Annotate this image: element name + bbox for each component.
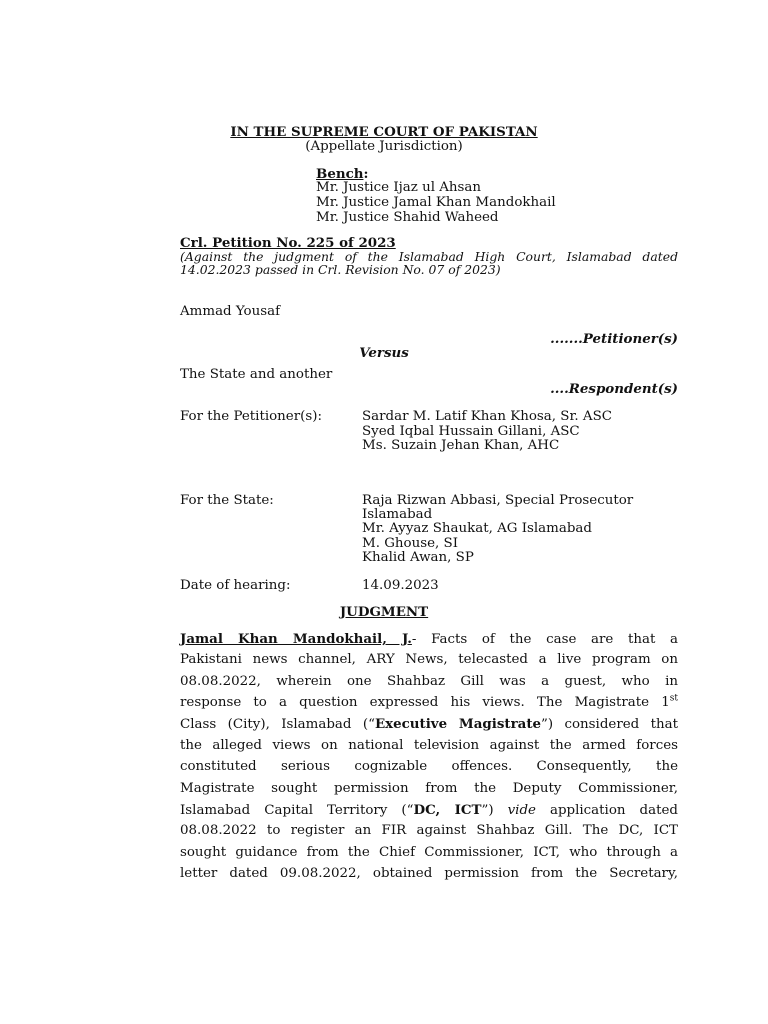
counsel-line: Syed Iqbal Hussain Gillani, ASC: [362, 424, 580, 439]
defined-term: Executive Magistrate: [374, 716, 542, 732]
bench-judge: Mr. Justice Ijaz ul Ahsan: [316, 180, 482, 195]
case-against-line2: 14.02.2023 passed in Crl. Revision No. 07 of 2023): [180, 262, 501, 277]
bench-judge: Mr. Justice Shahid Waheed: [316, 210, 499, 225]
counsel-line: Khalid Awan, SP: [362, 550, 474, 565]
superscript: st: [669, 693, 678, 704]
judgment-text: Class (City), Islamabad (“: [180, 717, 375, 732]
judgment-line: [180, 631, 678, 647]
counsel-line: Raja Rizwan Abbasi, Special Prosecutor: [362, 493, 634, 508]
judgment-line: [180, 695, 678, 710]
hearing-label: Date of hearing:: [180, 578, 291, 593]
judgment-author: Jamal Khan Mandokhail, J.: [180, 631, 412, 647]
hearing-date: 14.09.2023: [362, 578, 439, 593]
bench-label: Bench: [316, 166, 364, 182]
jurisdiction: (Appellate Jurisdiction): [305, 139, 463, 154]
appearance-label: For the Petitioner(s):: [180, 409, 322, 424]
bench-colon: :: [363, 166, 369, 182]
judgment-line: the alleged views on national television against the armed forces: [180, 738, 678, 753]
judgment-line: 08.08.2022, wherein one Shahbaz Gill was a guest, who in: [180, 674, 678, 689]
counsel-line: M. Ghouse, SI: [362, 536, 459, 551]
respondent-label: ....Respondent(s): [550, 381, 678, 397]
judgment-line: 08.08.2022 to register an FIR against Shahbaz Gill. The DC, ICT: [180, 823, 678, 838]
judgment-line: Magistrate sought permission from the Deputy Commissioner,: [180, 781, 678, 796]
judgment-heading: JUDGMENT: [339, 604, 429, 620]
judgment-line: sought guidance from the Chief Commissioner, ICT, who through a: [180, 845, 678, 860]
judgment-line: [180, 802, 678, 818]
judgment-text: - Facts of the case are that a: [411, 632, 679, 647]
judgment-text: ”) considered that: [541, 717, 678, 732]
judgment-text: ”): [481, 803, 508, 818]
judgment-line: [180, 716, 678, 732]
judgment-text: vide: [507, 803, 536, 818]
judgment-line: Pakistani news channel, ARY News, telecasted a live program on: [180, 652, 678, 667]
respondent-name: The State and another: [180, 367, 333, 382]
counsel-line: Mr. Ayyaz Shaukat, AG Islamabad: [362, 521, 592, 536]
case-number: Crl. Petition No. 225 of 2023: [180, 235, 396, 251]
judgment-text: response to a question expressed his views. The Magistrate 1: [180, 695, 670, 710]
judgment-line: constituted serious cognizable offences. Consequently, the: [180, 759, 678, 774]
versus: Versus: [359, 345, 409, 361]
bench-judge: Mr. Justice Jamal Khan Mandokhail: [316, 195, 556, 210]
petitioner-label: .......Petitioner(s): [550, 331, 678, 347]
petitioner-name: Ammad Yousaf: [180, 304, 281, 319]
judgment-text: application dated: [535, 803, 678, 818]
court-title: IN THE SUPREME COURT OF PAKISTAN: [230, 124, 538, 140]
appearance-label: For the State:: [180, 493, 274, 508]
defined-term: DC, ICT: [413, 802, 482, 818]
case-against-line1: (Against the judgment of the Islamabad High Court, Islamabad dated: [180, 249, 678, 264]
counsel-line: Sardar M. Latif Khan Khosa, Sr. ASC: [362, 409, 613, 424]
counsel-line: Ms. Suzain Jehan Khan, AHC: [362, 438, 560, 453]
judgment-line: letter dated 09.08.2022, obtained permission from the Secretary,: [180, 866, 678, 881]
counsel-line: Islamabad: [362, 507, 433, 522]
judgment-text: Islamabad Capital Territory (“: [180, 803, 414, 818]
